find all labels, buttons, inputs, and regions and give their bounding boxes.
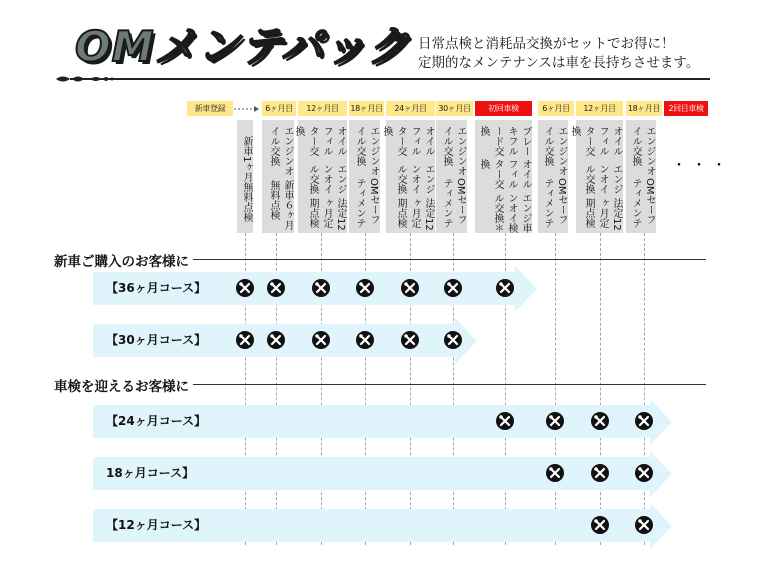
service-item: オイルフィルター交換 <box>569 126 622 156</box>
service-item: 車検＊ <box>492 222 531 233</box>
column-guide[interactable] <box>555 233 556 545</box>
service-item: エンジンオイル交換 <box>441 126 466 176</box>
course-label[interactable]: 【30ヶ月コース】 <box>106 333 207 347</box>
timeline-box[interactable] <box>538 120 568 233</box>
timeline-box[interactable] <box>381 120 435 233</box>
service-item: オイルフィルター交換 <box>293 126 346 156</box>
course-label[interactable]: 【24ヶ月コース】 <box>106 414 207 428</box>
course-label[interactable]: 18ヶ月コース】 <box>106 466 195 480</box>
timeline-header[interactable]: 6ヶ月目 <box>262 101 296 116</box>
subtitle-line-2: 定期的なメンテナンスは車を長持ちさせます。 <box>418 55 700 71</box>
title-divider <box>70 78 710 80</box>
maintenance-tool-icon[interactable] <box>356 331 374 349</box>
timeline-header[interactable]: 30ヶ月目 <box>436 101 473 116</box>
maintenance-tool-icon[interactable] <box>401 331 419 349</box>
service-item: 新車1ヶ月無料点検 <box>241 136 252 223</box>
timeline-header[interactable]: 初回車検 <box>475 101 532 116</box>
service-item: エンジンオイル交換 <box>307 163 346 194</box>
more-ellipsis: ・・・ <box>672 158 732 174</box>
timeline-box[interactable] <box>436 120 467 233</box>
timeline-box-first[interactable] <box>237 120 253 233</box>
service-item: エンジンオイル交換 <box>492 192 531 223</box>
timeline-header[interactable]: 2回目車検 <box>664 101 708 116</box>
service-item: OMセーフティメンテ <box>354 177 379 228</box>
column-guide[interactable] <box>644 233 645 545</box>
course-arrowhead[interactable] <box>650 451 672 497</box>
service-item: OMセーフティメンテ <box>441 177 466 228</box>
service-item: エンジンオイル交換 <box>354 126 379 176</box>
timeline-header[interactable]: 18ヶ月目 <box>626 101 662 116</box>
course-label[interactable]: 【12ヶ月コース】 <box>106 518 207 532</box>
service-item: OMセーフティメンテ <box>630 177 655 228</box>
column-guide[interactable] <box>600 233 601 545</box>
timeline-box[interactable] <box>349 120 380 233</box>
service-item: エンジンオイル交換 <box>268 126 293 176</box>
timeline-box[interactable] <box>475 120 532 233</box>
course-arrowhead[interactable] <box>650 503 672 549</box>
maintenance-tool-icon[interactable] <box>444 331 462 349</box>
section-heading[interactable]: 車検を迎えるお客様に <box>54 375 193 395</box>
service-item: 法定12ヶ月定期点検 <box>307 197 346 231</box>
timeline-header[interactable]: 12ヶ月目 <box>298 101 347 116</box>
course-label[interactable]: 【36ヶ月コース】 <box>106 281 207 295</box>
service-item: 新車６ヶ月無料点検 <box>268 179 293 230</box>
maintenance-tool-icon[interactable] <box>591 516 609 534</box>
timeline-box[interactable] <box>293 120 347 233</box>
maintenance-tool-icon[interactable] <box>546 464 564 482</box>
service-item: オイルフィルター交換 <box>381 126 434 156</box>
course-arrowhead[interactable] <box>650 399 672 445</box>
service-item: オイルフィルター交換 <box>478 159 531 190</box>
maintenance-tool-icon[interactable] <box>236 279 254 297</box>
maintenance-tool-icon[interactable] <box>591 464 609 482</box>
section-heading[interactable]: 新車ご購入のお客様に <box>54 250 193 270</box>
service-item: ブレーキフルード交換 <box>478 126 531 156</box>
dashed-arrow-icon <box>234 104 260 114</box>
service-item: OMセーフティメンテ <box>542 177 567 228</box>
timeline-header[interactable]: 18ヶ月目 <box>349 101 384 116</box>
timeline-box[interactable] <box>569 120 623 233</box>
maintenance-tool-icon[interactable] <box>236 331 254 349</box>
timeline-header[interactable]: 6ヶ月目 <box>538 101 574 116</box>
maintenance-tool-icon[interactable] <box>267 279 285 297</box>
maintenance-tool-icon[interactable] <box>591 412 609 430</box>
service-item: エンジンオイル交換 <box>583 163 622 194</box>
maintenance-tool-icon[interactable] <box>356 279 374 297</box>
maintenance-tool-icon[interactable] <box>496 412 514 430</box>
maintenance-tool-icon[interactable] <box>312 279 330 297</box>
maintenance-tool-icon[interactable] <box>635 412 653 430</box>
maintenance-tool-icon[interactable] <box>635 516 653 534</box>
timeline-header[interactable]: 12ヶ月目 <box>576 101 623 116</box>
timeline-header[interactable]: 24ヶ月目 <box>386 101 435 116</box>
timeline-box[interactable] <box>626 120 656 233</box>
maintenance-tool-icon[interactable] <box>267 331 285 349</box>
service-item: エンジンオイル交換 <box>542 126 567 176</box>
service-item: エンジンオイル交換 <box>630 126 655 176</box>
maintenance-tool-icon[interactable] <box>496 279 514 297</box>
service-item: 法定12ヶ月定期点検 <box>395 197 434 231</box>
service-item: エンジンオイル交換 <box>395 163 434 194</box>
timeline-header[interactable]: 新車登録 <box>187 101 233 116</box>
subtitle-line-1: 日常点検と消耗品交換がセットでお得に！ <box>418 36 675 52</box>
course-arrowhead[interactable] <box>515 266 537 312</box>
maintenance-tool-icon[interactable] <box>312 331 330 349</box>
maintenance-tool-icon[interactable] <box>546 412 564 430</box>
maintenance-tool-icon[interactable] <box>444 279 462 297</box>
maintenance-tool-icon[interactable] <box>635 464 653 482</box>
service-item: 法定12ヶ月定期点検 <box>583 197 622 231</box>
maintenance-tool-icon[interactable] <box>401 279 419 297</box>
page-title: OMメンテパック <box>75 22 410 71</box>
timeline-box[interactable] <box>262 120 294 233</box>
